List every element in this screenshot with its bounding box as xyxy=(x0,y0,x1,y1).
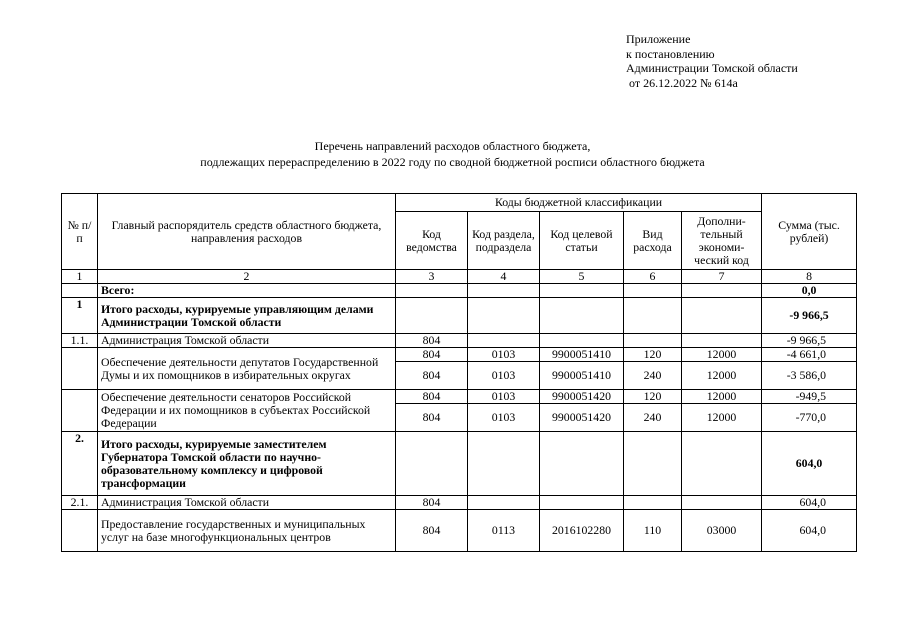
section-row xyxy=(62,298,857,334)
statya-code: 9900051420 xyxy=(540,404,624,432)
appendix-line: к постановлению xyxy=(626,46,715,61)
subsection-row xyxy=(62,334,857,348)
header-vid: Вид расхода xyxy=(624,212,682,270)
razdel-code: 0103 xyxy=(468,390,540,404)
razdel-code: 0103 xyxy=(468,348,540,362)
subsection-label: Администрация Томской области xyxy=(98,496,396,510)
table-row xyxy=(62,348,857,362)
title-line: подлежащих перераспределению в 2022 году по сводной бюджетной росписи областного бюджета xyxy=(200,155,705,169)
appendix-line: Приложение xyxy=(626,32,691,46)
section-num: 2. xyxy=(62,432,98,496)
header-statya: Код целевой статьи xyxy=(540,212,624,270)
ved-code: 804 xyxy=(396,390,468,404)
col-number: 8 xyxy=(762,270,857,284)
ved-code: 804 xyxy=(396,496,468,510)
row-sum: -3 586,0 xyxy=(762,362,857,390)
budget-table xyxy=(61,193,857,552)
razdel-code: 0103 xyxy=(468,362,540,390)
item-label: Обеспечение деятельности депутатов Государственной Думы и их помощников в избирательных округах xyxy=(98,348,396,390)
row-sum: 604,0 xyxy=(762,496,857,510)
subsection-num: 2.1. xyxy=(62,496,98,510)
column-numbers-row xyxy=(62,270,857,284)
statya-code: 9900051420 xyxy=(540,390,624,404)
total-label: Всего: xyxy=(98,284,396,298)
header-sum: Сумма (тыс. рублей) xyxy=(762,194,857,270)
section-label: Итого расходы, курируемые заместителем Губернатора Томской области по научно-образовательному комплексу и цифровой трансформации xyxy=(98,432,396,496)
title-line: Перечень направлений расходов областного бюджета, xyxy=(314,139,591,153)
total-row xyxy=(62,284,857,298)
vid-code: 120 xyxy=(624,348,682,362)
col-number: 6 xyxy=(624,270,682,284)
header-dop: Дополни-тельный экономи-ческий код xyxy=(682,212,762,270)
vid-code: 120 xyxy=(624,390,682,404)
razdel-code: 0103 xyxy=(468,404,540,432)
appendix-line: Администрации Томской области xyxy=(626,61,798,75)
item-label: Предоставление государственных и муниципальных услуг на базе многофункциональных центров xyxy=(98,510,396,552)
total-sum: 0,0 xyxy=(762,284,857,298)
ved-code: 804 xyxy=(396,510,468,552)
appendix-date: от 26.12.2022 № 614а xyxy=(629,75,738,90)
row-sum: -770,0 xyxy=(762,404,857,432)
ved-code: 804 xyxy=(396,362,468,390)
subsection-label: Администрация Томской области xyxy=(98,334,396,348)
col-number: 5 xyxy=(540,270,624,284)
vid-code: 110 xyxy=(624,510,682,552)
dop-code: 12000 xyxy=(682,404,762,432)
col-number: 2 xyxy=(98,270,396,284)
table-row xyxy=(62,510,857,552)
row-sum: -9 966,5 xyxy=(762,334,857,348)
statya-code: 9900051410 xyxy=(540,362,624,390)
header-num: № п/п xyxy=(62,194,98,270)
dop-code: 12000 xyxy=(682,390,762,404)
subsection-num: 1.1. xyxy=(62,334,98,348)
ved-code: 804 xyxy=(396,404,468,432)
ved-code: 804 xyxy=(396,334,468,348)
col-number: 4 xyxy=(468,270,540,284)
col-number: 1 xyxy=(62,270,98,284)
dop-code: 12000 xyxy=(682,348,762,362)
dop-code: 03000 xyxy=(682,510,762,552)
statya-code: 2016102280 xyxy=(540,510,624,552)
vid-code: 240 xyxy=(624,362,682,390)
section-sum: 604,0 xyxy=(762,432,857,496)
section-row xyxy=(62,432,857,496)
row-sum: -949,5 xyxy=(762,390,857,404)
dop-code: 12000 xyxy=(682,362,762,390)
ved-code: 804 xyxy=(396,348,468,362)
section-sum: -9 966,5 xyxy=(762,298,857,334)
item-label: Обеспечение деятельности сенаторов Российской Федерации и их помощников в субъектах Российской Федерации xyxy=(98,390,396,432)
document-title xyxy=(0,138,905,170)
table-row xyxy=(62,390,857,404)
section-num: 1 xyxy=(62,298,98,334)
razdel-code: 0113 xyxy=(468,510,540,552)
row-sum: 604,0 xyxy=(762,510,857,552)
subsection-row xyxy=(62,496,857,510)
appendix-block xyxy=(626,32,798,90)
header-main: Главный распорядитель средств областного бюджета, направления расходов xyxy=(98,194,396,270)
row-sum: -4 661,0 xyxy=(762,348,857,362)
statya-code: 9900051410 xyxy=(540,348,624,362)
col-number: 7 xyxy=(682,270,762,284)
col-number: 3 xyxy=(396,270,468,284)
vid-code: 240 xyxy=(624,404,682,432)
header-vedomstvo: Код ведомства xyxy=(396,212,468,270)
header-razdel: Код раздела, подраздела xyxy=(468,212,540,270)
header-codes-group: Коды бюджетной классификации xyxy=(396,194,762,212)
section-label: Итого расходы, курируемые управляющим делами Администрации Томской области xyxy=(98,298,396,334)
